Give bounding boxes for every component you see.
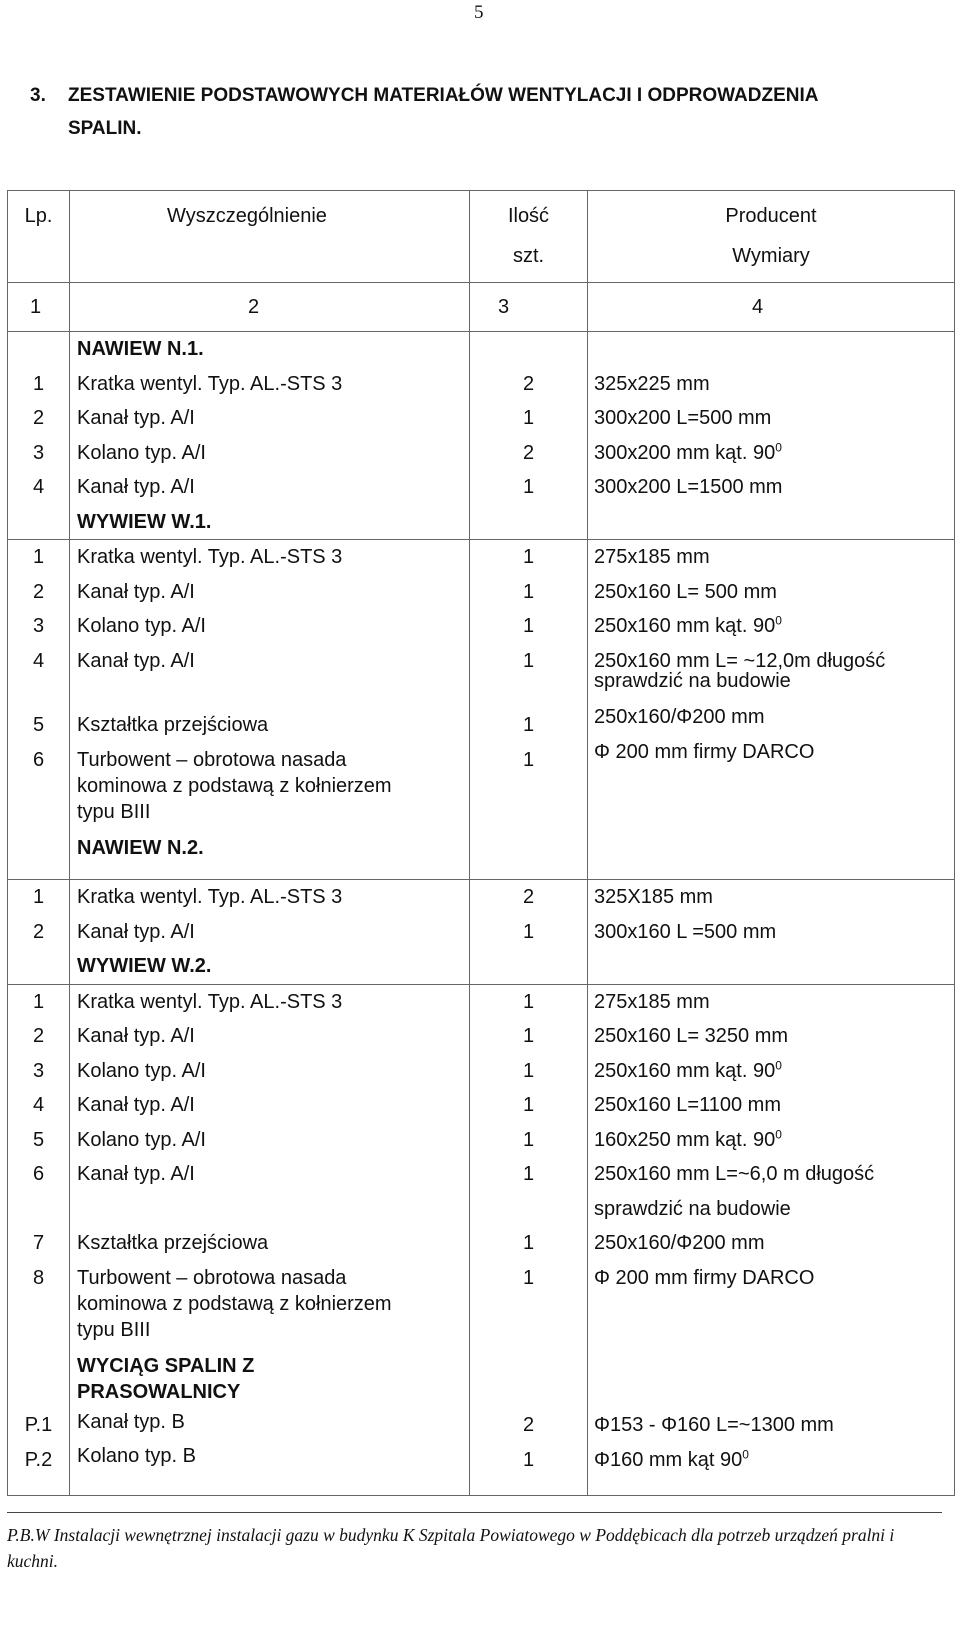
degree-superscript: 0	[742, 1446, 749, 1461]
row-description: Kanał typ. A/I	[77, 920, 195, 943]
degree-superscript: 0	[775, 613, 782, 628]
row-producer: 250x160 L= 3250 mm	[594, 1025, 789, 1047]
row-quantity: 1	[522, 546, 535, 568]
row-lp: 3	[32, 441, 45, 464]
row-description: Kratka wentyl. Typ. AL.-STS 3	[77, 990, 343, 1013]
row-description: Kratka wentyl. Typ. AL.-STS 3	[77, 372, 343, 395]
row-description: Kratka wentyl. Typ. AL.-STS 3	[77, 886, 343, 908]
degree-superscript: 0	[775, 1057, 782, 1072]
row-description: Kolano typ. B	[77, 1445, 196, 1467]
row-description: Kanał typ. A/I	[77, 407, 195, 429]
row-lp: 4	[32, 649, 45, 672]
row-lp: 4	[32, 476, 45, 498]
row-quantity: 2	[522, 441, 535, 464]
row-quantity: 1	[522, 1448, 535, 1471]
producer-cell	[588, 540, 955, 880]
row-description: Kanał typ. A/I	[77, 1025, 195, 1047]
row-lp: P.2	[24, 1448, 53, 1471]
row-producer: Φ 200 mm firmy DARCO	[594, 1266, 815, 1289]
row-producer: 300x200 mm kąt. 90	[594, 441, 776, 464]
row-quantity: 2	[522, 886, 535, 908]
row-producer: 325X185 mm	[594, 886, 713, 908]
header-producer-line2: Wymiary	[732, 245, 810, 267]
description-cell	[70, 332, 470, 540]
header-qty-line1: Ilość	[507, 205, 550, 227]
heading-line-2: SPALIN.	[68, 118, 142, 139]
column-number: 2	[70, 283, 470, 332]
table-section	[8, 332, 955, 540]
row-quantity: 1	[522, 714, 535, 736]
quantity-cell	[470, 540, 588, 880]
row-producer: 250x160 mm kąt. 90	[594, 1059, 776, 1082]
row-lp: 5	[32, 1128, 45, 1151]
row-description: Turbowent – obrotowa nasada kominowa z podstawą z kołnierzem typu BIII	[77, 1266, 392, 1341]
row-description: Kanał typ. A/I	[77, 1094, 195, 1116]
row-description: Kanał typ. A/I	[77, 476, 195, 498]
row-description: Turbowent – obrotowa nasada kominowa z podstawą z kołnierzem typu BIII	[77, 748, 392, 823]
header-producer-line1: Producent	[725, 205, 817, 227]
row-quantity: 1	[522, 1163, 535, 1185]
row-producer: Φ160 mm kąt 90	[594, 1448, 743, 1471]
row-producer: 160x250 mm kąt. 90	[594, 1128, 776, 1151]
header-qty-line2: szt.	[512, 245, 545, 267]
column-number: 1	[8, 283, 70, 332]
section-title: NAWIEW N.1.	[77, 338, 204, 360]
row-description: Kanał typ. B	[77, 1410, 185, 1433]
row-quantity: 1	[522, 1025, 535, 1047]
row-producer: 300x160 L =500 mm	[594, 920, 777, 943]
section-title: WYWIEW W.2.	[77, 955, 212, 977]
table-section	[8, 540, 955, 880]
description-cell	[70, 880, 470, 985]
row-description: Kanał typ. A/I	[77, 649, 195, 672]
table-header-row	[8, 191, 955, 283]
row-quantity: 1	[522, 615, 535, 637]
row-producer: 250x160 mm L= ~12,0m długość	[594, 649, 886, 672]
row-producer: 250x160 mm kąt. 90	[594, 615, 776, 637]
row-producer: 250x160 mm L=~6,0 m długość	[594, 1163, 875, 1185]
row-description: Kolano typ. A/I	[77, 615, 206, 637]
header-producer	[588, 191, 955, 283]
column-numbers-row	[8, 283, 955, 332]
row-quantity: 1	[522, 476, 535, 498]
row-producer: 250x160/Φ200 mm	[594, 1232, 765, 1254]
row-quantity: 1	[522, 920, 535, 943]
row-description: Kolano typ. A/I	[77, 1128, 206, 1151]
column-number: 3	[470, 283, 588, 332]
table-section	[8, 984, 955, 1496]
row-lp: 2	[32, 580, 45, 603]
row-description: Kanał typ. A/I	[77, 580, 195, 603]
row-quantity: 2	[522, 372, 535, 395]
heading-number: 3.	[30, 85, 46, 106]
degree-superscript: 0	[775, 439, 782, 454]
row-lp: 1	[32, 886, 45, 908]
row-producer: 300x200 L=1500 mm	[594, 476, 783, 498]
row-lp: 5	[32, 714, 45, 736]
row-lp: 3	[32, 615, 45, 637]
row-lp: 1	[32, 372, 45, 395]
row-lp: 3	[32, 1059, 45, 1082]
row-producer: 250x160 L=1100 mm	[594, 1094, 781, 1116]
quantity-cell	[470, 984, 588, 1496]
header-quantity	[470, 191, 588, 283]
row-producer: 300x200 L=500 mm	[594, 407, 772, 429]
section-title: WYCIĄG SPALIN Z PRASOWALNICY	[77, 1354, 255, 1403]
row-description: Kratka wentyl. Typ. AL.-STS 3	[77, 546, 343, 568]
row-quantity: 2	[522, 1414, 535, 1436]
row-quantity: 1	[522, 1128, 535, 1151]
row-quantity: 1	[522, 407, 535, 429]
row-lp: 8	[32, 1266, 45, 1289]
producer-cell	[588, 984, 955, 1496]
row-quantity: 1	[522, 748, 535, 771]
column-number: 4	[588, 283, 955, 332]
row-producer: Φ153 - Φ160 L=~1300 mm	[594, 1414, 834, 1436]
page-number: 5	[474, 2, 484, 23]
row-producer: 275x185 mm	[594, 546, 710, 568]
row-description: Kolano typ. A/I	[77, 441, 206, 464]
row-quantity: 1	[522, 580, 535, 603]
row-lp: P.1	[24, 1414, 53, 1436]
row-lp: 2	[32, 1025, 45, 1047]
footer-rule	[7, 1512, 942, 1513]
row-lp: 6	[32, 748, 45, 771]
table-section	[8, 880, 955, 985]
row-lp: 2	[32, 407, 45, 429]
producer-cell	[588, 332, 955, 540]
lp-cell	[8, 332, 70, 540]
header-lp: Lp.	[8, 191, 70, 283]
row-quantity: 1	[522, 649, 535, 672]
row-quantity: 1	[522, 1094, 535, 1116]
row-description: Kolano typ. A/I	[77, 1059, 206, 1082]
materials-table	[7, 190, 955, 1496]
row-quantity: 1	[522, 1232, 535, 1254]
row-quantity: 1	[522, 1266, 535, 1289]
row-lp: 2	[32, 920, 45, 943]
row-description: Kształtka przejściowa	[77, 714, 269, 736]
quantity-cell	[470, 332, 588, 540]
row-producer: 250x160/Φ200 mm	[594, 706, 765, 728]
lp-cell	[8, 984, 70, 1496]
row-lp: 1	[32, 546, 45, 568]
section-title: NAWIEW N.2.	[77, 836, 204, 859]
lp-cell	[8, 540, 70, 880]
row-lp: 4	[32, 1094, 45, 1116]
row-producer-note: sprawdzić na budowie	[594, 1197, 791, 1220]
row-quantity: 1	[522, 1059, 535, 1082]
description-cell	[70, 984, 470, 1496]
section-heading	[30, 79, 930, 145]
heading-line-1: ZESTAWIENIE PODSTAWOWYCH MATERIAŁÓW WENTYLACJI I ODPROWADZENIA	[68, 85, 819, 106]
section-title: WYWIEW W.1.	[77, 510, 212, 533]
row-lp: 1	[32, 990, 45, 1013]
degree-superscript: 0	[775, 1126, 782, 1141]
row-quantity: 1	[522, 990, 535, 1013]
row-producer: 250x160 L= 500 mm	[594, 580, 777, 603]
row-description: Kształtka przejściowa	[77, 1232, 269, 1254]
quantity-cell	[470, 880, 588, 985]
producer-cell	[588, 880, 955, 985]
lp-cell	[8, 880, 70, 985]
row-producer-note: sprawdzić na budowie	[594, 670, 791, 692]
row-lp: 6	[32, 1163, 45, 1185]
row-producer: Φ 200 mm firmy DARCO	[594, 740, 815, 763]
row-producer: 325x225 mm	[594, 372, 710, 395]
header-description: Wyszczególnienie	[70, 191, 470, 283]
row-lp: 7	[32, 1232, 45, 1254]
row-producer: 275x185 mm	[594, 990, 710, 1013]
description-cell	[70, 540, 470, 880]
row-description: Kanał typ. A/I	[77, 1163, 195, 1185]
page-footer: P.B.W Instalacji wewnętrznej instalacji gazu w budynku K Szpitala Powiatowego w Poddębicach dla potrzeb urządzeń pralni i kuchni.	[7, 1525, 895, 1571]
